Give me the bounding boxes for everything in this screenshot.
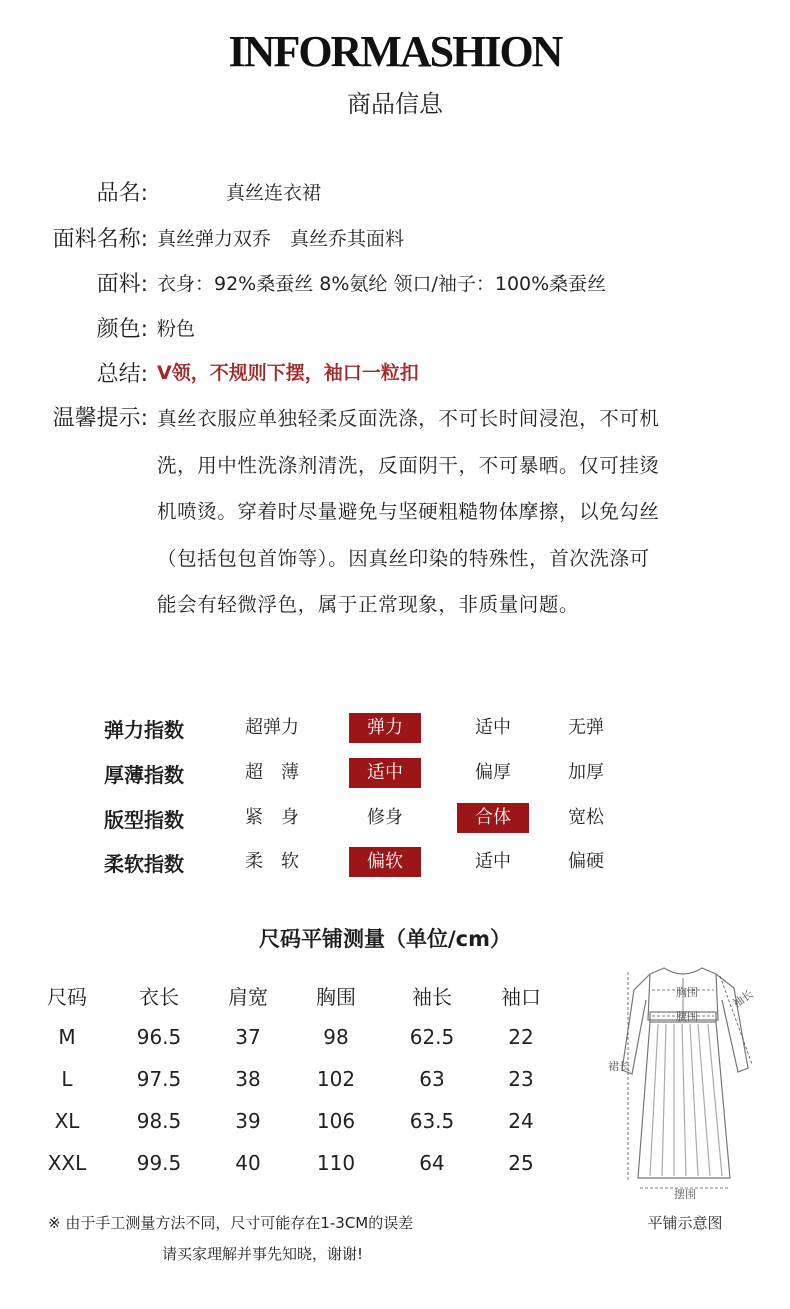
- index-option: 偏硬: [568, 851, 604, 872]
- index-option: 弹力: [349, 713, 421, 743]
- index-option: 适中: [475, 851, 511, 872]
- care-text: [157, 396, 729, 629]
- care-line: 洗，用中性洗涤剂清洗，反面阴干，不可暴晒。仅可挂烫: [157, 453, 660, 477]
- table-header-cell: 肩宽: [228, 985, 268, 1009]
- chest-label: 胸围: [676, 986, 698, 999]
- dress-right-sleeve: [716, 974, 748, 1072]
- table-cell: 23: [508, 1067, 534, 1091]
- index-option: 加厚: [568, 762, 604, 783]
- table-cell: XL: [54, 1109, 80, 1133]
- index-label: 版型指数: [104, 808, 184, 832]
- table-cell: 63: [419, 1067, 445, 1091]
- table-cell: 40: [235, 1151, 261, 1175]
- size-table-title: 尺码平铺测量（单位/cm）: [259, 927, 511, 951]
- hem-label: 摆围: [674, 1188, 696, 1201]
- page-title-en: INFORMASHION: [228, 27, 562, 76]
- table-cell: 24: [508, 1109, 534, 1133]
- index-option: 修身: [367, 807, 403, 828]
- flat-measurement-diagram: [598, 960, 768, 1205]
- index-option: 偏厚: [475, 762, 511, 783]
- table-header-cell: 衣长: [139, 985, 179, 1009]
- index-option: 合体: [457, 803, 529, 833]
- table-cell: 22: [508, 1025, 534, 1049]
- table-cell: 25: [508, 1151, 534, 1175]
- table-header-cell: 袖口: [501, 985, 541, 1009]
- table-cell: 110: [316, 1151, 356, 1175]
- index-option: 无弹: [568, 717, 604, 738]
- table-cell: 64: [419, 1151, 445, 1175]
- summary-label: 总结:: [96, 362, 148, 387]
- table-cell: 99.5: [136, 1151, 182, 1175]
- page-title-cn: 商品信息: [347, 90, 443, 118]
- table-cell: 62.5: [409, 1025, 455, 1049]
- index-label: 厚薄指数: [104, 763, 184, 787]
- table-cell: 102: [316, 1067, 356, 1091]
- index-option: 宽松: [568, 807, 604, 828]
- table-cell: 106: [316, 1109, 356, 1133]
- index-label: 弹力指数: [104, 718, 184, 742]
- table-cell: 37: [235, 1025, 261, 1049]
- care-line: 能会有轻微浮色，属于正常现象，非质量问题。: [157, 593, 580, 616]
- index-option: 适中: [475, 717, 511, 738]
- table-cell: 98.5: [136, 1109, 182, 1133]
- index-option: 适中: [349, 758, 421, 788]
- index-label: 柔软指数: [104, 852, 184, 876]
- table-cell: M: [58, 1025, 76, 1049]
- table-cell: 38: [235, 1067, 261, 1091]
- name-value: 真丝连衣裙: [226, 182, 322, 204]
- index-option: 偏软: [349, 847, 421, 877]
- index-option: 超 薄: [245, 762, 299, 783]
- table-cell: 63.5: [409, 1109, 455, 1133]
- dress-left-sleeve: [622, 974, 650, 1074]
- care-label: 温馨提示:: [52, 406, 148, 431]
- table-cell: L: [61, 1067, 73, 1091]
- color-label: 颜色:: [96, 317, 148, 342]
- length-label: 裙长: [608, 1060, 630, 1073]
- care-line: 机喷烫。穿着时尽量避免与坚硬粗糙物体摩擦，以免勾丝: [157, 500, 660, 523]
- table-cell: 98: [323, 1025, 349, 1049]
- color-value: 粉色: [157, 318, 196, 340]
- measurement-note: ※ 由于手工测量方法不同，尺寸可能存在1-3CM的误差: [48, 1214, 414, 1232]
- table-cell: 97.5: [136, 1067, 182, 1091]
- care-line: （包括包包首饰等）。因真丝印染的特殊性，首次洗涤可: [157, 546, 650, 570]
- diagram-caption: 平铺示意图: [647, 1214, 723, 1232]
- table-cell: 96.5: [136, 1025, 182, 1049]
- fabric-name-label: 面料名称:: [52, 227, 148, 252]
- sleeve-label: 袖长: [730, 987, 756, 1011]
- name-label: 品名:: [96, 181, 148, 206]
- index-option: 超弹力: [245, 717, 299, 738]
- care-line: 真丝衣服应单独轻柔反面洗涤，不可长时间浸泡，不可机: [157, 407, 660, 430]
- table-header-cell: 胸围: [316, 985, 356, 1009]
- table-header-cell: 袖长: [412, 985, 452, 1009]
- summary-value: V领，不规则下摆，袖口一粒扣: [157, 362, 419, 384]
- table-header-cell: 尺码: [47, 985, 87, 1009]
- index-option: 柔 软: [245, 851, 299, 872]
- index-option: 紧 身: [245, 807, 299, 828]
- fabric-value: 衣身：92%桑蚕丝 8%氨纶 领口/袖子：100%桑蚕丝: [157, 273, 607, 295]
- waist-label: 腰围: [676, 1010, 698, 1023]
- fabric-name-value: 真丝弹力双乔 真丝乔其面料: [157, 228, 405, 250]
- table-cell: 39: [235, 1109, 261, 1133]
- dress-pleats: [650, 1024, 722, 1176]
- fabric-label: 面料:: [96, 272, 148, 297]
- table-cell: XXL: [47, 1151, 87, 1175]
- thanks-note: 请买家理解并事先知晓，谢谢!: [162, 1245, 364, 1263]
